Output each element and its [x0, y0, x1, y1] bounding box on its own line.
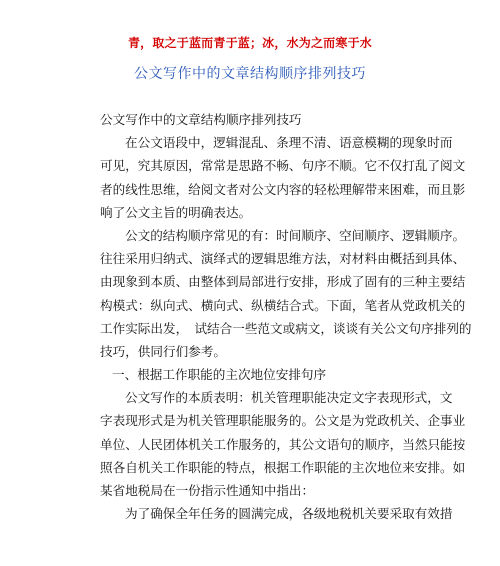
body-line: 某省地税局在一份指示性通知中指出： — [100, 483, 315, 498]
body-line: 技巧，供同行们参考。 — [100, 343, 226, 359]
body-line-paragraph-start: 在公文语段中，逻辑混乱、条理不清、语意模糊的现象时而 — [125, 135, 453, 151]
document-body — [100, 108, 472, 525]
section-heading: 一、根据工作职能的主次地位安排句序 — [112, 367, 327, 383]
body-line: 单位、人民团体机关工作服务的，其公文语句的顺序，当然只能按 — [100, 436, 466, 452]
body-line: 往往采用归纳式、演绎式的逻辑思维方法，对材料由概括到具体、 — [100, 251, 466, 267]
body-line-subtitle: 公文写作中的文章结构顺序排列技巧 — [100, 112, 302, 127]
body-line: 由现象到本质、由整体到局部进行安排，形成了固有的三种主要结 — [100, 274, 466, 290]
document-title: 公文写作中的文章结构顺序排列技巧 — [134, 66, 366, 82]
body-line: 字表现形式是为机关管理职能服务的。公文是为党政机关、企事业 — [100, 413, 466, 429]
body-line: 响了公文主旨的明确表达。 — [100, 204, 252, 220]
body-line-paragraph-start: 公文写作的本质表明：机关管理职能决定文字表现形式，文 — [125, 390, 453, 406]
body-line: 构模式：纵向式、横向式、纵横结合式。下面，笔者从党政机关的 — [100, 297, 466, 313]
header-motto: 青，取之于蓝而青于蓝；冰，水为之而寒于水 — [127, 36, 372, 50]
body-line-paragraph-start: 为了确保全年任务的圆满完成，各级地税机关要采取有效措 — [125, 506, 453, 522]
body-line: 者的线性思维，给阅文者对公文内容的轻松理解带来困难，而且影 — [100, 181, 466, 197]
body-line: 工作实际出发， 试结合一些范文或病文，谈谈有关公文句序排列的 — [100, 320, 472, 336]
body-line: 照各自机关工作职能的特点，根据工作职能的主次地位来安排。如 — [100, 459, 466, 475]
body-line: 可见，究其原因，常常是思路不畅、句序不顺。它不仅打乱了阅文 — [100, 158, 466, 174]
body-line-paragraph-start: 公文的结构顺序常见的有：时间顺序、空间顺序、逻辑顺序。 — [125, 227, 466, 243]
